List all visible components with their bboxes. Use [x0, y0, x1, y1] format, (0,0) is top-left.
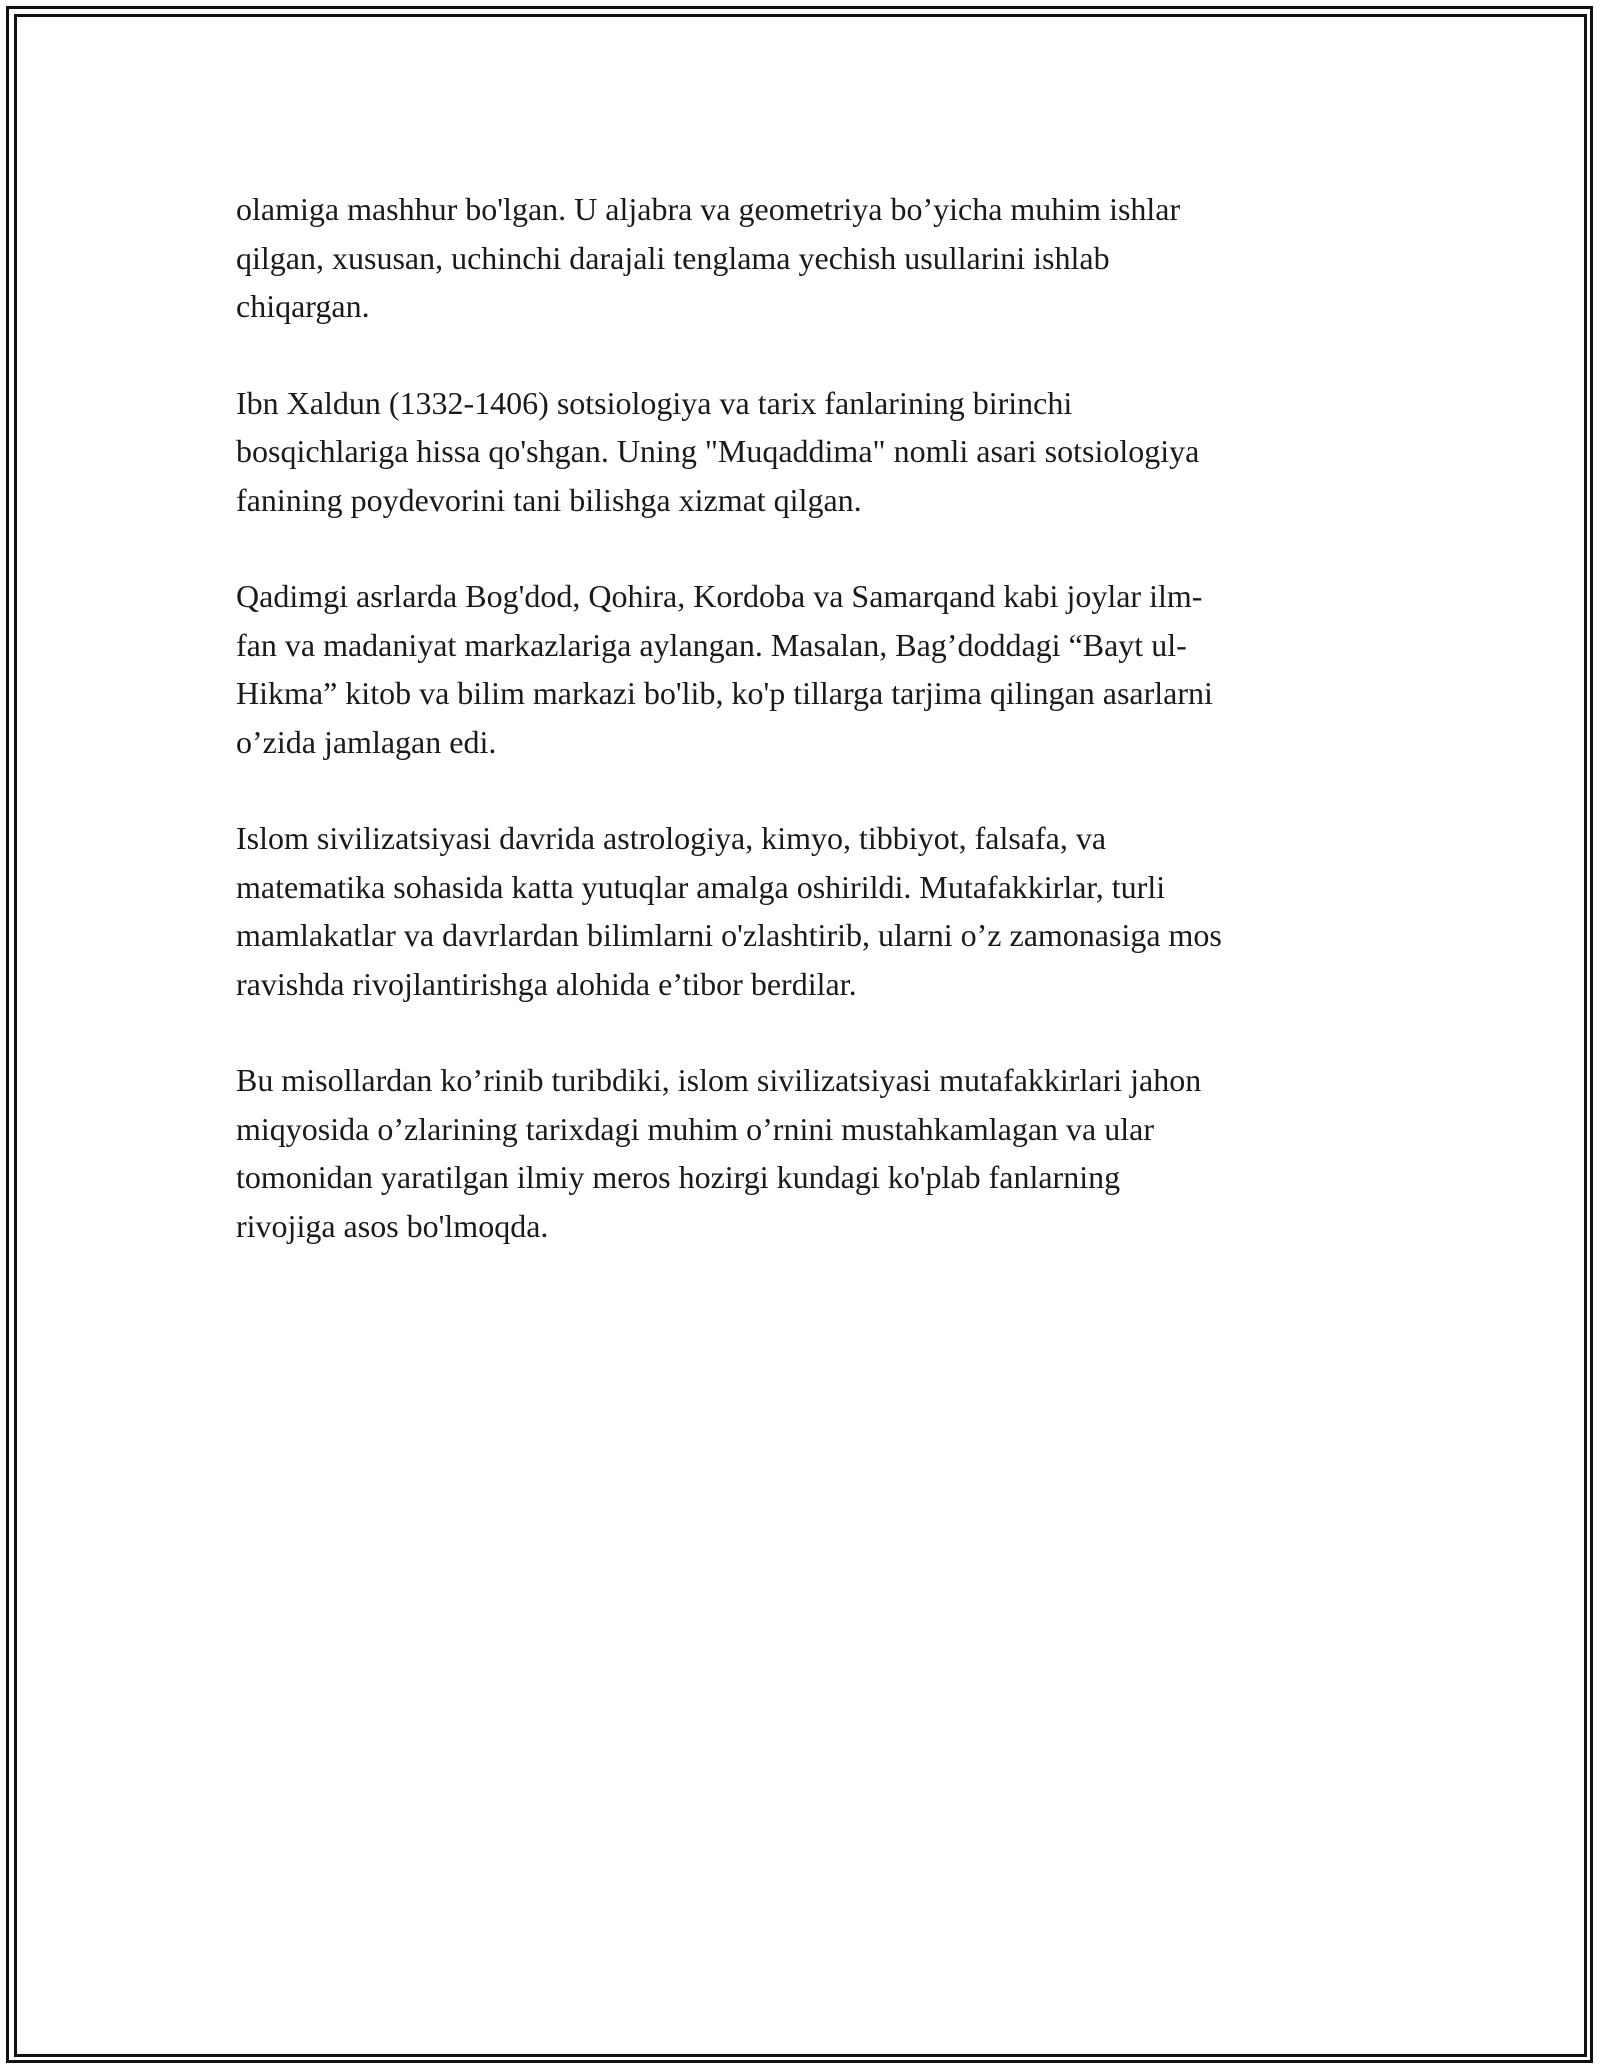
paragraph-3: [236, 572, 1386, 766]
text-line: olamiga mashhur bo'lgan. U aljabra va geometriya bo’yicha muhim ishlar: [236, 191, 1181, 227]
text-line: Islom sivilizatsiyasi davrida astrologiya, kimyo, tibbiyot, falsafa, va: [236, 820, 1107, 856]
text-line: Qadimgi asrlarda Bog'dod, Qohira, Kordoba va Samarqand kabi joylar ilm-: [236, 578, 1203, 614]
text-line: qilgan, xususan, uchinchi darajali tenglama yechish usullarini ishlab: [236, 239, 1110, 276]
text-line: tomonidan yaratilgan ilmiy meros hozirgi kundagi ko'plab fanlarning: [236, 1159, 1121, 1195]
text-line: Hikma” kitob va bilim markazi bo'lib, ko'p tillarga tarjima qilingan asarlarni: [236, 675, 1213, 711]
text-line: matematika sohasida katta yutuqlar amalga oshirildi. Mutafakkirlar, turli: [236, 868, 1166, 905]
document-body: [236, 185, 1386, 1298]
paragraph-4: [236, 814, 1386, 1008]
text-line: Bu misollardan ko’rinib turibdiki, islom sivilizatsiyasi mutafakkirlari jahon: [236, 1062, 1202, 1098]
text-line: mamlakatlar va davrlardan bilimlarni o'zlashtirib, ularni o’z zamonasiga mos: [236, 917, 1222, 953]
paragraph-1: [236, 185, 1386, 331]
text-line: chiqargan.: [236, 288, 370, 324]
text-line: o’zida jamlagan edi.: [236, 723, 497, 760]
text-line: bosqichlariga hissa qo'shgan. Uning "Muqaddima" nomli asari sotsiologiya: [236, 433, 1200, 469]
text-line: Ibn Xaldun (1332-1406) sotsiologiya va tarix fanlarining birinchi: [236, 384, 1073, 421]
paragraph-2: [236, 379, 1386, 525]
text-line: miqyosida o’zlarining tarixdagi muhim o’rnini mustahkamlagan va ular: [236, 1110, 1154, 1147]
text-line: rivojiga asos bo'lmoqda.: [236, 1207, 549, 1244]
paragraph-5: [236, 1056, 1386, 1250]
text-line: fanining poydevorini tani bilishga xizmat qilgan.: [236, 481, 862, 518]
text-line: ravishda rivojlantirishga alohida e’tibor berdilar.: [236, 965, 857, 1002]
text-line: fan va madaniyat markazlariga aylangan. Masalan, Bag’doddagi “Bayt ul-: [236, 626, 1187, 663]
